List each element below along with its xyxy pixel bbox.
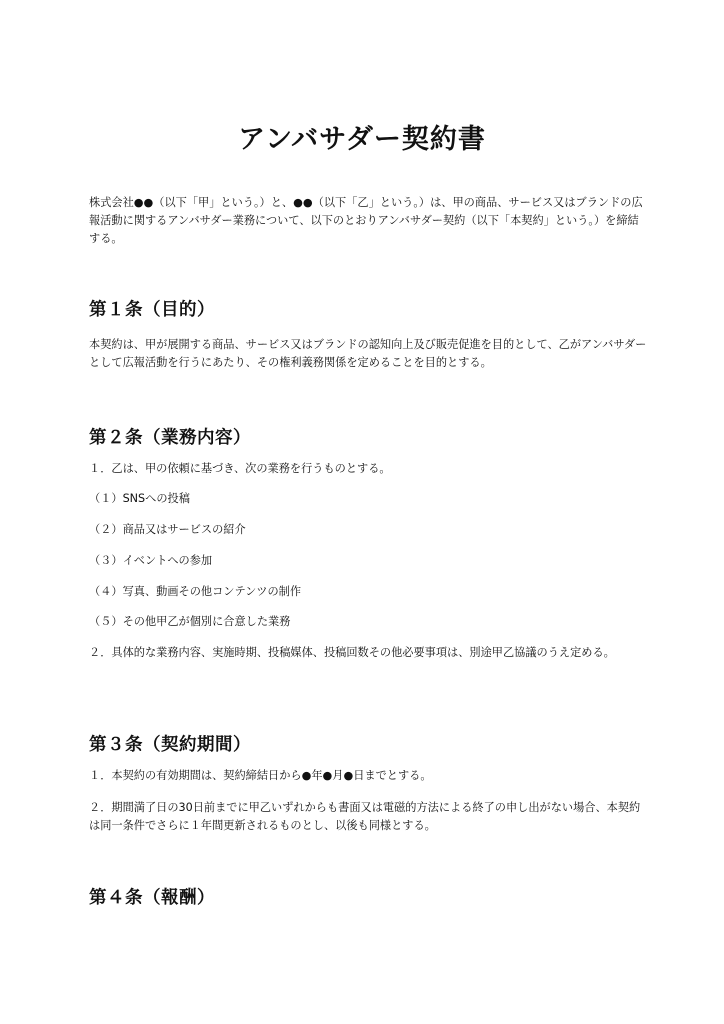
article-2-heading: 第２条（業務内容） [89,428,251,448]
article-4-heading: 第４条（報酬） [89,888,215,908]
article-2-item-1: １．乙は、甲の依頼に基づき、次の業務を行うものとする。 [89,462,391,475]
article-3-heading: 第３条（契約期間） [89,735,251,755]
article-2-sub-2: （２）商品又はサービスの紹介 [89,523,246,536]
article-2-sub-3: （３）イベントへの参加 [89,554,213,567]
article-2-item-2: ２．具体的な業務内容、実施時期、投稿媒体、投稿回数その他必要事項は、別途甲乙協議のうえ定める。 [89,646,615,659]
article-2-sub-4: （４）写真、動画その他コンテンツの制作 [89,585,302,598]
document-title: アンバサダー契約書 [238,124,486,155]
article-1-heading: 第１条（目的） [89,300,215,320]
intro-paragraph: 株式会社●●（以下「甲」という。）と、●●（以下「乙」という。）は、甲の商品、サービス又はブランドの広報活動に関するアンバサダー業務について、以下のとおりアンバサダー契約（以下「本契約」という。）を締結する。 [89,196,643,245]
article-2-sub-1: （１）SNSへの投稿 [89,492,190,505]
article-3-item-2: ２．期間満了日の30日前までに甲乙いずれからも書面又は電磁的方法による終了の申し出がない場合、本契約は同一条件でさらに１年間更新されるものとし、以後も同様とする。 [89,801,641,832]
article-1-body: 本契約は、甲が展開する商品、サービス又はブランドの認知向上及び販売促進を目的として、乙がアンバサダーとして広報活動を行うにあたり、その権利義務関係を定めることを目的とする。 [89,338,647,369]
article-3-item-1: １．本契約の有効期間は、契約締結日から●年●月●日までとする。 [89,769,432,782]
article-2-sub-5: （５）その他甲乙が個別に合意した業務 [89,615,291,628]
